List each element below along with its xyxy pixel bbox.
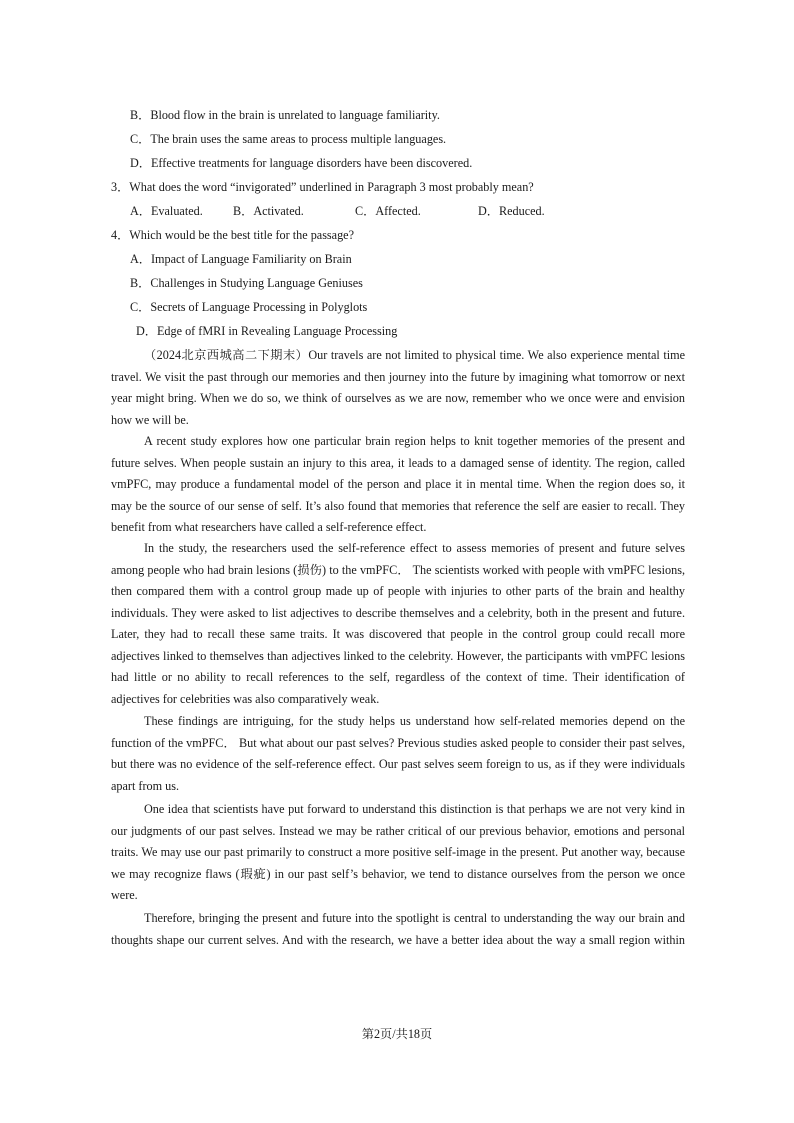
- q3-option-b: B．Activated.: [233, 204, 304, 218]
- q4-option-b: B．Challenges in Studying Language Geniuses: [130, 276, 363, 290]
- q2-option-d: D．Effective treatments for language disorders have been discovered.: [130, 156, 473, 170]
- q3-option-d: D．Reduced.: [478, 204, 545, 218]
- q4-option-a: A．Impact of Language Familiarity on Brain: [130, 252, 352, 266]
- passage-paragraph-2: A recent study explores how one particular brain region helps to knit together memories of the present and future selves. When people sustain an injury to this area, it leads to a damaged sense of identity. The region, called vmPFC, may produce a fundamental model of the person and place it in mental time. When the region does so, it may be the source of our sense of self. It’s also found that memories that reference the self are easier to recall. They benefit from what researchers have called a self-reference effect.: [111, 434, 685, 534]
- q2-option-c: C．The brain uses the same areas to process multiple languages.: [130, 132, 447, 146]
- q3-option-c: C．Affected.: [355, 204, 421, 218]
- page-number-footer: 第2页/共18页: [361, 1027, 433, 1041]
- passage-paragraph-3: In the study, the researchers used the self-reference effect to assess memories of present and future selves among people who had brain lesions (损伤) to the vmPFC． The scientists worked with people with vmPFC lesions, then compared them with a control group made up of people with injuries to other parts of the brain and healthy individuals. They were asked to list adjectives to describe themselves and a celebrity, both in the present and future. Later, they had to recall these same traits. It was discovered that people in the control group could recall more adjectives linked to themselves than adjectives linked to the celebrity. However, the participants with vmPFC lesions had little or no ability to recall references to the self, regardless of the context of time. Their identification of adjectives for celebrities was also comparatively weak.: [111, 541, 685, 706]
- q4-stem: 4．Which would be the best title for the passage?: [111, 228, 355, 242]
- q2-option-b: B．Blood flow in the brain is unrelated to language familiarity.: [130, 108, 440, 122]
- passage-paragraph-5: One idea that scientists have put forward to understand this distinction is that perhaps we are not very kind in our judgments of our past selves. Instead we may be rather critical of our previous behavior, emotions and personal traits. We may use our past primarily to construct a more positive self-image in the present. Put another way, because we may recognize flaws (瑕疵) in our past self’s behavior, we tend to distance ourselves from the person we once were.: [111, 802, 685, 902]
- passage-paragraph-1: （2024北京西城高二下期末）Our travels are not limited to physical time. We also experience mental time travel. We visit the past through our memories and then journey into the future by imagining what tomorrow or next year might bring. When we do so, we think of ourselves as we are now, remember who we once were and envision how we will be.: [111, 348, 685, 427]
- q4-option-d: D．Edge of fMRI in Revealing Language Processing: [136, 324, 398, 338]
- q3-option-a: A．Evaluated.: [130, 204, 203, 218]
- passage-paragraph-4: These findings are intriguing, for the study helps us understand how self-related memories depend on the function of the vmPFC． But what about our past selves? Previous studies asked people to consider their past selves, but there was no evidence of the self-reference effect. Our past selves seem foreign to us, as if they were individuals apart from us.: [111, 714, 685, 793]
- q4-option-c: C．Secrets of Language Processing in Polyglots: [130, 300, 368, 314]
- q3-stem: 3．What does the word “invigorated” underlined in Paragraph 3 most probably mean?: [111, 180, 534, 194]
- passage-paragraph-6: Therefore, bringing the present and future into the spotlight is central to understanding the way our brain and thoughts shape our current selves. And with the research, we have a better idea about the way a small region within: [111, 911, 685, 947]
